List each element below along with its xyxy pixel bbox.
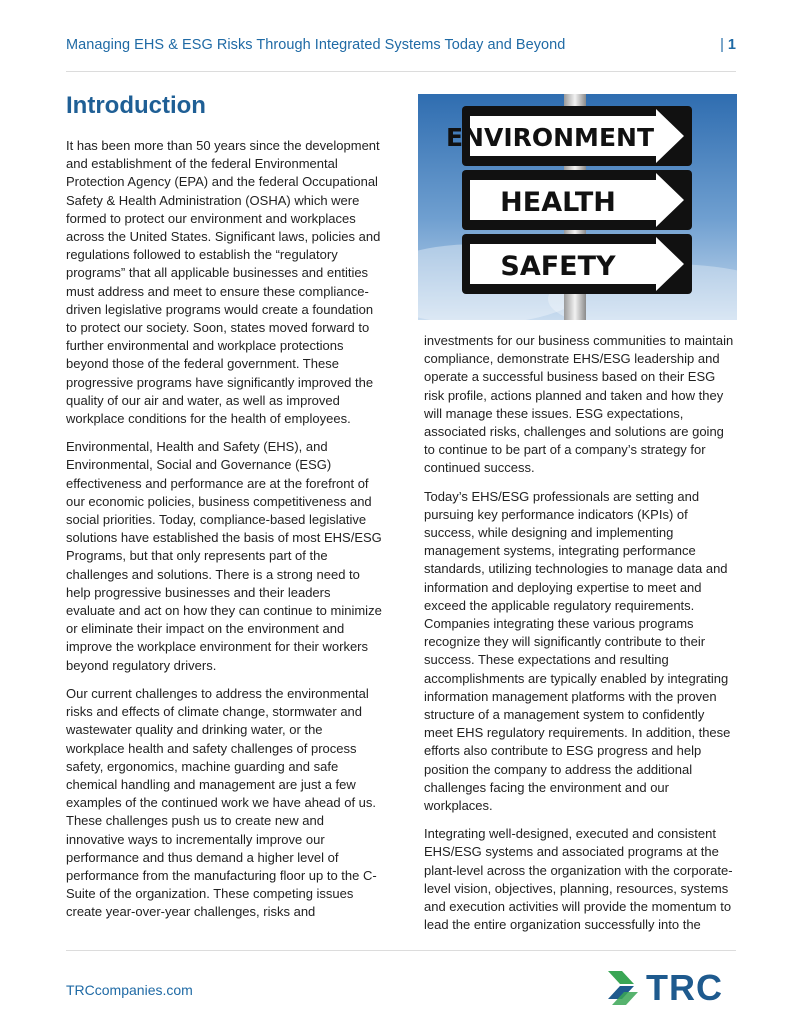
sign-label-environment: ENVIRONMENT: [445, 123, 655, 152]
paragraph: It has been more than 50 years since the development and establishment of the federal Environmental Protection Agency (EPA) and the federal Occupational Safety & Health Administration (OSHA) which were formed to protect our environment and workplaces across the United States. Significant laws, policies and regulations followed to establish the “regulatory programs” that all applicable businesses and entities must address and meet to ensure these compliance-driven legislative programs would create a foundation to protect our society. Soon, states moved forward to further environmental and workplace protections beyond those of the federal government. These progressive programs have significantly improved the quality of our air and water, as well as improved workplace conditions for the health of employees.: [66, 138, 381, 427]
footer-divider: [66, 950, 736, 951]
page-number: [720, 37, 736, 53]
left-column: [66, 137, 382, 932]
sign-label-health: HEALTH: [500, 187, 616, 218]
section-heading: Introduction: [66, 92, 206, 119]
paragraph: Environmental, Health and Safety (EHS), and Environmental, Social and Governance (ESG) effectiveness and performance are at the forefront of our economic policies, business competitiveness and social priorities. Today, compliance-based legislative solutions have established the basis of most EHS/ESG Programs, but that only represents part of the challenges and solutions. There is a strong need to help progressive businesses and their leaders evaluate and act on how they can continue to minimize or eliminate their impact on the environment and improve the workplace environment for their workers beyond regulatory drivers.: [66, 439, 382, 673]
trc-logo-mark-icon: [604, 967, 644, 1009]
header-divider: [66, 71, 736, 72]
trc-logo: [604, 967, 730, 1009]
page-number-value: 1: [727, 37, 736, 53]
sign-label-safety: SAFETY: [500, 251, 616, 282]
paragraph: Our current challenges to address the environmental risks and effects of climate change, stormwater and wastewater quality and drinking water, or the workplace health and safety challenges of process safety, ergonomics, machine guarding and safe chemical handling and management are just a few examples of the continued work we have ahead of us. These challenges push us to create new and innovative ways to incrementally improve our performance and thus demand a higher level of performance from the manufacturing floor up to the C-Suite of the organization. These competing issues create year-over-year challenges, risks and: [66, 685, 377, 920]
paragraph: investments for our business communities to maintain compliance, demonstrate EHS/ESG leadership and operate a successful business based on their ESG risk profile, actions planned and taken and how they will manage these issues. ESG expectations, associated risks, challenges and solutions are going to continue to be part of a company’s strategy for continued success.: [424, 333, 734, 476]
hero-image-signs: [418, 94, 737, 320]
right-column: [424, 332, 736, 945]
trc-logo-wordmark: TRC: [646, 967, 723, 1008]
page-number-separator: |: [720, 37, 724, 53]
ehs-signpost-illustration: [418, 94, 737, 320]
paragraph: Today’s EHS/ESG professionals are setting and pursuing key performance indicators (KPIs) of success, while designing and implementing management systems, integrating performance standards, utilizing technologies to manage data and information and deploying expertise to meet and exceed the applicable regulatory requirements. Companies integrating these various programs recognize they will significantly contribute to their success. These expectations and resulting accomplishments are typically enabled by integrating information management platforms with the proven structure of a management system to confidently meet EHS regulatory requirements. In addition, these efforts also contribute to ESG progress and help position the company to address the additional challenges facing the environment and our workplaces.: [424, 488, 731, 814]
sign-health: [462, 170, 692, 230]
paragraph: Integrating well-designed, executed and consistent EHS/ESG systems and associated programs at the plant-level across the organization with the corporate-level vision, objectives, planning, resources, systems and execution activities will provide the momentum to lead the entire organization successfully into the: [424, 826, 733, 933]
sign-safety: [462, 234, 692, 294]
sign-environment: [446, 106, 692, 166]
running-header-title: Managing EHS & ESG Risks Through Integrated Systems Today and Beyond: [66, 37, 566, 53]
footer-website-link[interactable]: TRCcompanies.com: [66, 982, 193, 998]
